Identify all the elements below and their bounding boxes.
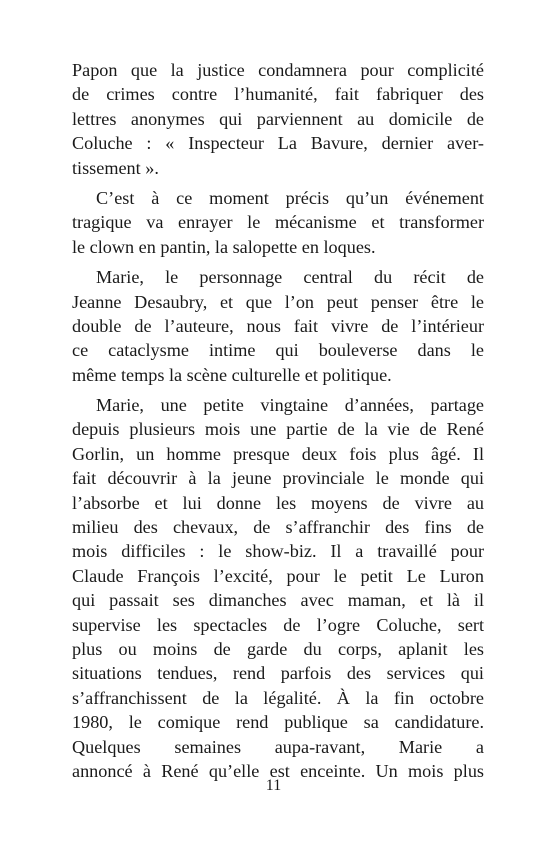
text-line: 1980, le comique rend publique sa candidature.	[72, 712, 484, 733]
text-line: même temps la scène culturelle et politique.	[72, 364, 392, 385]
text-line: Coluche : « Inspecteur La Bavure, dernier aver-	[72, 133, 484, 154]
page-body	[72, 58, 484, 783]
text-line: C’est à ce moment précis qu’un événement	[96, 187, 484, 208]
text-line: tissement ».	[72, 157, 159, 178]
text-line: le clown en pantin, la salopette en loques.	[72, 236, 376, 257]
text-line: l’absorbe et lui donne les moyens de vivre au	[72, 492, 484, 513]
paragraph	[72, 393, 484, 783]
text-line: qui passait ses dimanches avec maman, et là il	[72, 590, 484, 611]
text-line: de crimes contre l’humanité, fait fabriquer des	[72, 84, 484, 105]
text-line: Gorlin, un homme presque deux fois plus âgé. Il	[72, 443, 484, 464]
text-line: milieu des chevaux, de s’affranchir des fins de	[72, 517, 484, 538]
text-line: Quelques semaines aupa-ravant, Marie a	[72, 736, 484, 757]
text-line: situations tendues, rend parfois des services qui	[72, 663, 484, 684]
text-line: Claude François l’excité, pour le petit Le Luron	[72, 565, 484, 586]
text-line: lettres anonymes qui parviennent au domicile de	[72, 108, 484, 129]
text-line: Marie, une petite vingtaine d’années, partage	[96, 395, 484, 416]
text-line: fait découvrir à la jeune provinciale le monde qui	[72, 468, 484, 489]
text-line: s’affranchissent de la légalité. À la fin octobre	[72, 687, 484, 708]
page-number: 11	[265, 777, 282, 794]
text-line: plus ou moins de garde du corps, aplanit les	[72, 638, 484, 659]
text-line: depuis plusieurs mois une partie de la vie de René	[72, 419, 484, 440]
text-line: Marie, le personnage central du récit de	[96, 267, 484, 288]
text-line: mois difficiles : le show-biz. Il a travaillé pour	[72, 541, 484, 562]
paragraph	[72, 58, 484, 180]
paragraph	[72, 265, 484, 387]
text-line: annoncé à René qu’elle est enceinte. Un mois plus	[72, 760, 484, 781]
text-line: double de l’auteure, nous fait vivre de l’intérieur	[72, 315, 484, 336]
text-line: Papon que la justice condamnera pour complicité	[72, 60, 484, 80]
text-line: tragique va enrayer le mécanisme et transformer	[72, 212, 484, 233]
text-line: Jeanne Desaubry, et que l’on peut penser être le	[72, 291, 484, 312]
text-line: supervise les spectacles de l’ogre Coluche, sert	[72, 614, 484, 635]
text-line: ce cataclysme intime qui bouleverse dans le	[72, 340, 484, 361]
paragraph	[72, 186, 484, 259]
